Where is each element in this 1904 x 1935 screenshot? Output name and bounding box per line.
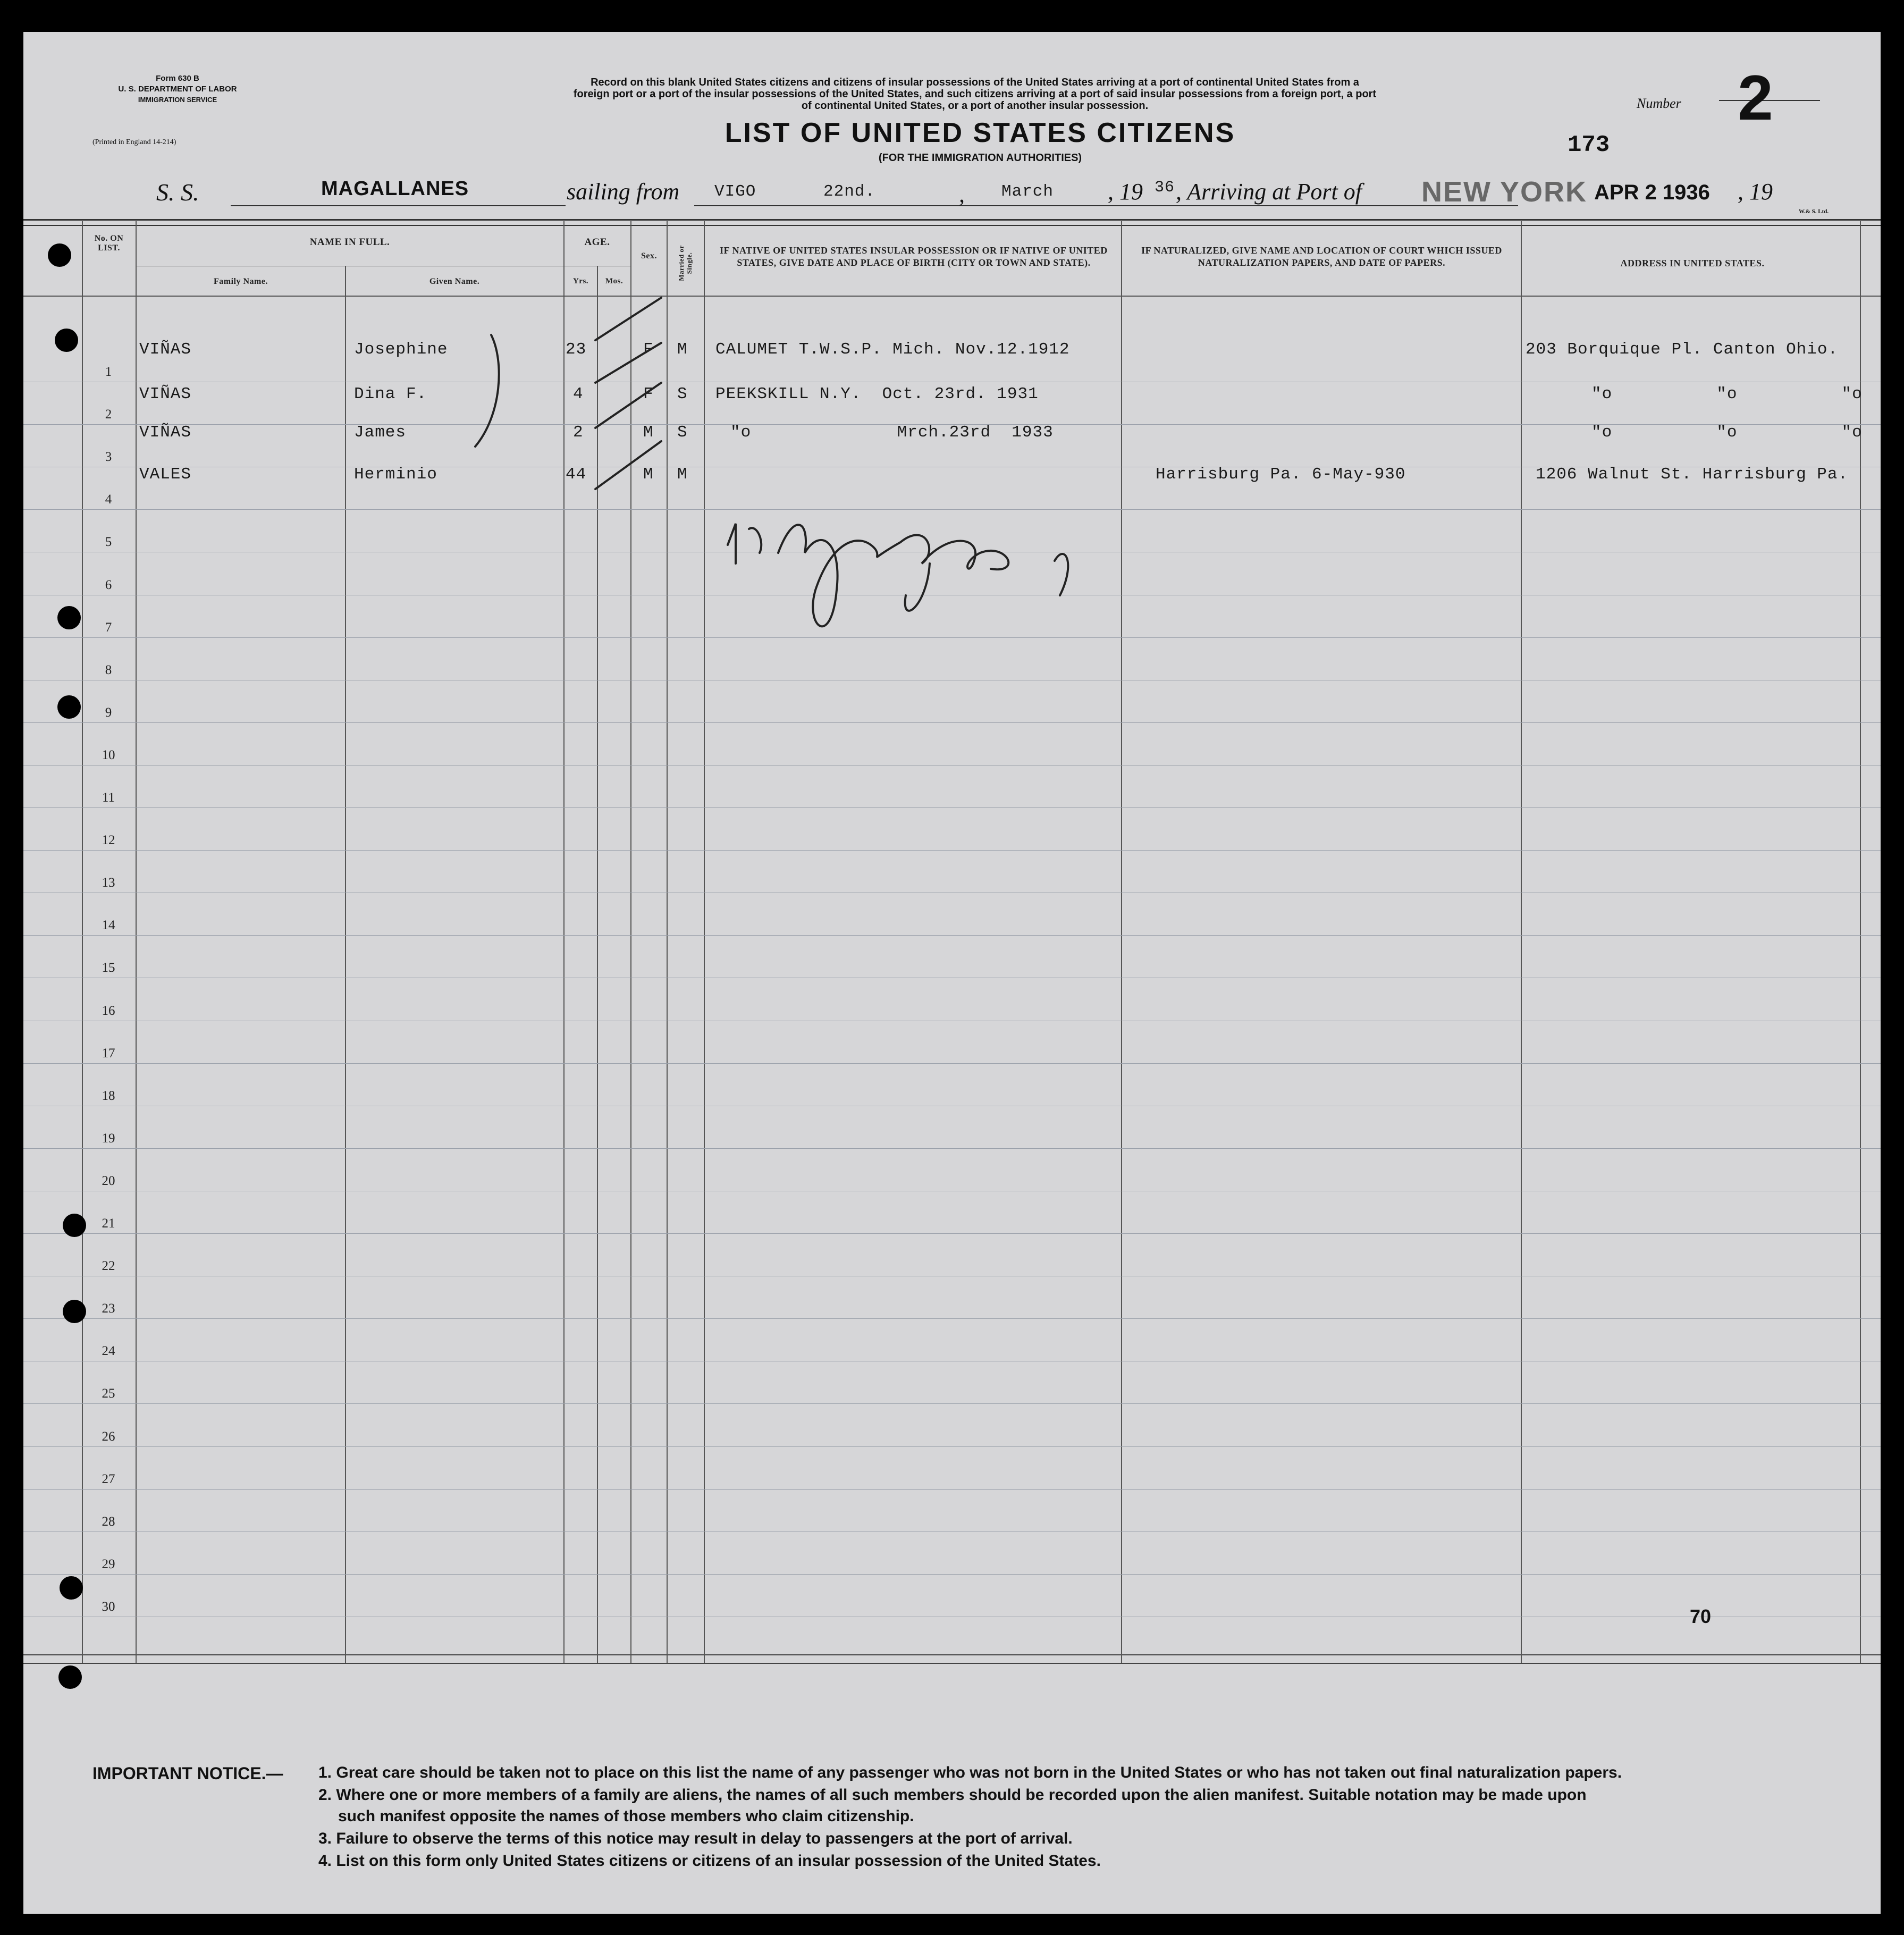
instruction-line-3: of continental United States, or a port of another insular possession.	[801, 100, 1149, 112]
header-mos: Mos.	[605, 277, 624, 285]
page-subtitle: (FOR THE IMMIGRATION AUTHORITIES)	[878, 152, 1082, 164]
punch-hole	[55, 329, 78, 352]
row-number: 22	[102, 1259, 115, 1274]
row-number: 12	[102, 833, 115, 848]
pen-stroke	[595, 383, 661, 428]
instruction-line-1: Record on this blank United States citizens and citizens of insular possessions of the United States arriving at a port of continental United States from a	[591, 77, 1359, 88]
row-number: 3	[105, 450, 112, 465]
manifest-sheet	[23, 32, 1881, 1914]
header-married-single: Married or Single.	[677, 245, 693, 281]
row-number: 27	[102, 1471, 115, 1486]
signature-stroke	[778, 525, 1008, 626]
us-address: "o "o "o	[1591, 385, 1863, 403]
printed-note: (Printed in England 14-214)	[92, 138, 176, 146]
marital-status: M	[677, 340, 688, 359]
sailing-label: sailing from	[567, 179, 680, 205]
notice-item-2b: such manifest opposite the names of those members who claim citizenship.	[338, 1807, 914, 1825]
row-number: 1	[105, 365, 112, 379]
given-name: Dina F.	[354, 385, 427, 403]
service-name: IMMIGRATION SERVICE	[138, 96, 217, 104]
arriving-label: , Arriving at Port of	[1176, 179, 1362, 205]
form-number: Form 630 B	[156, 74, 199, 83]
sex: F	[643, 340, 654, 359]
marital-status: S	[677, 423, 688, 442]
age-years: 2	[573, 423, 584, 442]
marital-status: S	[677, 385, 688, 403]
year-tail: , 19	[1738, 179, 1773, 205]
given-name: Josephine	[354, 340, 448, 359]
header-address: ADDRESS IN UNITED STATES.	[1620, 258, 1765, 268]
row-number: 19	[102, 1131, 115, 1146]
year-suffix: 36	[1155, 179, 1175, 197]
family-name: VIÑAS	[139, 423, 192, 442]
row-number: 7	[105, 620, 112, 635]
pen-stroke	[595, 441, 661, 489]
row-number: 13	[102, 876, 115, 890]
punch-hole	[63, 1214, 86, 1237]
punch-hole	[57, 695, 81, 719]
birth-info: "o Mrch.23rd 1933	[730, 423, 1054, 442]
port-from: VIGO	[714, 182, 756, 201]
row-number: 26	[102, 1429, 115, 1444]
notice-item-3: 3. Failure to observe the terms of this notice may result in delay to passengers at the port of arrival.	[318, 1830, 1073, 1847]
header-family-name: Family Name.	[214, 277, 268, 286]
row-number: 28	[102, 1514, 115, 1529]
row-number: 29	[102, 1557, 115, 1571]
punch-hole	[57, 606, 81, 629]
signature-stroke	[1055, 554, 1068, 595]
notice-item-1: 1. Great care should be taken not to place on this list the name of any passenger who was not born in the United States or who has not taken out final naturalization papers.	[318, 1764, 1622, 1781]
page-title: LIST OF UNITED STATES CITIZENS	[724, 117, 1236, 148]
sailing-month: March	[1001, 182, 1054, 201]
us-address: 1206 Walnut St. Harrisburg Pa.	[1536, 465, 1849, 484]
pen-stroke	[595, 343, 661, 383]
row-number: 24	[102, 1344, 115, 1359]
notice-item-4: 4. List on this form only United States citizens or citizens of an insular possession of the United States.	[318, 1852, 1101, 1870]
sex: M	[643, 423, 654, 442]
punch-hole	[60, 1576, 83, 1600]
handwriting-overlay	[23, 32, 1881, 1914]
punch-hole	[63, 1300, 86, 1323]
arrival-date-stamp: APR 2 1936	[1594, 181, 1710, 204]
header-no-on-list: No. ON LIST.	[94, 234, 124, 253]
header-yrs: Yrs.	[572, 277, 589, 285]
birth-info: CALUMET T.W.S.P. Mich. Nov.12.1912	[715, 340, 1070, 359]
row-number: 9	[105, 705, 112, 720]
naturalization-info: Harrisburg Pa. 6-May-930	[1156, 465, 1406, 484]
signature-stroke	[728, 524, 736, 563]
printer-mark: W.& S. Ltd.	[1799, 208, 1829, 215]
pen-stroke	[595, 298, 661, 340]
row-number: 8	[105, 662, 112, 677]
notice-heading: IMPORTANT NOTICE.—	[92, 1764, 283, 1783]
family-name: VIÑAS	[139, 385, 192, 403]
given-name: Herminio	[354, 465, 437, 484]
row-number: 23	[102, 1301, 115, 1316]
stamp-number: 173	[1568, 132, 1610, 158]
row-number: 20	[102, 1173, 115, 1188]
row-number: 18	[102, 1088, 115, 1103]
year-prefix: , 19	[1108, 179, 1143, 205]
age-years: 44	[566, 465, 587, 484]
row-number: 10	[102, 747, 115, 762]
instruction-line-2: foreign port or a port of the insular possessions of the United States, and such citizens arriving at a port of said insular possessions from a foreign port, a port	[573, 88, 1377, 100]
age-years: 4	[573, 385, 584, 403]
row-number: 25	[102, 1386, 115, 1401]
row-number: 30	[102, 1599, 115, 1614]
row-number: 2	[105, 407, 112, 422]
family-name: VIÑAS	[139, 340, 192, 359]
punch-hole	[58, 1665, 82, 1689]
header-given-name: Given Name.	[429, 277, 480, 286]
signature-stroke	[905, 563, 930, 611]
given-name: James	[354, 423, 407, 442]
header-birth: IF NATIVE OF UNITED STATES INSULAR POSSESSION OR IF NATIVE OF UNITED STATES, GIVE DATE AND PLACE OF BIRTH (CITY OR TOWN AND STATE).	[720, 245, 1108, 268]
sailing-day: 22nd.	[823, 182, 876, 201]
row-number: 14	[102, 918, 115, 933]
bottom-mark: 70	[1690, 1605, 1712, 1627]
header-age: AGE.	[584, 237, 610, 248]
row-number: 6	[105, 577, 112, 592]
ship-name: MAGALLANES	[321, 178, 469, 200]
number-caption: Number	[1637, 96, 1681, 111]
family-name: VALES	[139, 465, 192, 484]
birth-info: PEEKSKILL N.Y. Oct. 23rd. 1931	[715, 385, 1039, 403]
comma-separator: ,	[959, 181, 965, 207]
department-name: U. S. DEPARTMENT OF LABOR	[118, 85, 237, 94]
row-number: 21	[102, 1216, 115, 1231]
signature-stroke	[749, 528, 761, 553]
row-number: 17	[102, 1046, 115, 1061]
list-number: 2	[1738, 62, 1773, 133]
punch-hole	[48, 243, 71, 267]
age-years: 23	[566, 340, 587, 359]
header-naturalized: IF NATURALIZED, GIVE NAME AND LOCATION OF COURT WHICH ISSUED NATURALIZATION PAPERS, AND DATE OF PAPERS.	[1141, 245, 1502, 268]
sex: F	[643, 385, 654, 403]
us-address: "o "o "o	[1591, 423, 1863, 442]
row-number: 11	[102, 790, 115, 805]
sex: M	[643, 465, 654, 484]
us-address: 203 Borquique Pl. Canton Ohio.	[1526, 340, 1839, 359]
notice-item-2a: 2. Where one or more members of a family are aliens, the names of all such members should be recorded upon the alien manifest. Suitable notation may be made upon	[318, 1786, 1587, 1804]
row-number: 5	[105, 535, 112, 550]
ss-label: S. S.	[156, 179, 199, 206]
marital-status: M	[677, 465, 688, 484]
bracket-stroke	[475, 335, 499, 447]
arrival-port-stamp: NEW YORK	[1421, 176, 1588, 208]
row-number: 15	[102, 961, 115, 975]
header-name-in-full: NAME IN FULL.	[309, 237, 390, 248]
row-number: 16	[102, 1003, 115, 1018]
row-number: 4	[105, 492, 112, 507]
header-sex: Sex.	[641, 251, 657, 260]
